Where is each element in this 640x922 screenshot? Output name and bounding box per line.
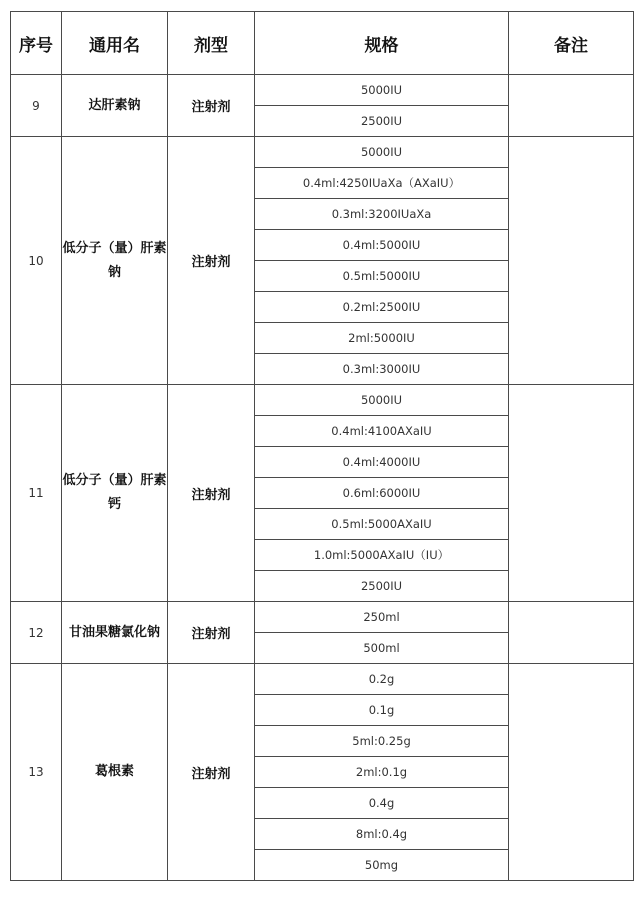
table-row [11, 602, 634, 633]
name-cell [62, 75, 168, 137]
seq-cell: 9 [11, 75, 62, 137]
spec-cell: 250ml [255, 602, 509, 633]
spec-cell: 0.2g [255, 664, 509, 695]
table-row [11, 664, 634, 695]
spec-cell: 2ml:5000IU [255, 323, 509, 354]
name-cell [62, 664, 168, 881]
spec-cell: 0.4g [255, 788, 509, 819]
spec-cell: 1.0ml:5000AXaIU（IU） [255, 540, 509, 571]
name-cell [62, 385, 168, 602]
table-row [11, 137, 634, 168]
spec-cell: 0.6ml:6000IU [255, 478, 509, 509]
header-note: 备注 [509, 12, 634, 75]
header-row [11, 12, 634, 75]
seq-cell: 11 [11, 385, 62, 602]
spec-cell: 5000IU [255, 385, 509, 416]
table-row [11, 75, 634, 106]
note-cell [509, 602, 634, 664]
spec-cell: 0.3ml:3200IUaXa [255, 199, 509, 230]
spec-cell: 0.4ml:4100AXaIU [255, 416, 509, 447]
seq-cell: 13 [11, 664, 62, 881]
spec-cell: 0.5ml:5000IU [255, 261, 509, 292]
note-cell [509, 664, 634, 881]
table-body [11, 75, 634, 881]
spec-cell: 5000IU [255, 137, 509, 168]
header-spec: 规格 [255, 12, 509, 75]
form-cell: 注射剂 [168, 137, 255, 385]
note-cell [509, 75, 634, 137]
drug-name: 低分子（量）肝素钠 [62, 240, 167, 280]
spec-cell: 8ml:0.4g [255, 819, 509, 850]
spec-cell: 2500IU [255, 106, 509, 137]
header-seq: 序号 [11, 12, 62, 75]
drug-name: 葛根素 [94, 764, 134, 779]
drug-name: 甘油果糖氯化钠 [68, 624, 160, 640]
seq-cell: 12 [11, 602, 62, 664]
spec-cell: 0.4ml:4000IU [255, 447, 509, 478]
form-cell: 注射剂 [168, 385, 255, 602]
header-form: 剂型 [168, 12, 255, 75]
spec-cell: 2500IU [255, 571, 509, 602]
spec-cell: 0.5ml:5000AXaIU [255, 509, 509, 540]
spec-cell: 2ml:0.1g [255, 757, 509, 788]
header-name: 通用名 [62, 12, 168, 75]
name-cell [62, 602, 168, 664]
seq-cell: 10 [11, 137, 62, 385]
spec-cell: 0.4ml:4250IUaXa（AXaIU） [255, 168, 509, 199]
note-cell [509, 137, 634, 385]
spec-cell: 0.1g [255, 695, 509, 726]
spec-cell: 5ml:0.25g [255, 726, 509, 757]
spec-cell: 0.2ml:2500IU [255, 292, 509, 323]
spec-cell: 50mg [255, 850, 509, 881]
form-cell: 注射剂 [168, 75, 255, 137]
spec-cell: 500ml [255, 633, 509, 664]
form-cell: 注射剂 [168, 664, 255, 881]
spec-cell: 0.4ml:5000IU [255, 230, 509, 261]
name-cell [62, 137, 168, 385]
table-row [11, 385, 634, 416]
spec-cell: 0.3ml:3000IU [255, 354, 509, 385]
drug-spec-table [10, 11, 634, 881]
form-cell: 注射剂 [168, 602, 255, 664]
drug-name: 达肝素钠 [88, 97, 141, 113]
note-cell [509, 385, 634, 602]
drug-name: 低分子（量）肝素钙 [62, 473, 167, 512]
spec-cell: 5000IU [255, 75, 509, 106]
